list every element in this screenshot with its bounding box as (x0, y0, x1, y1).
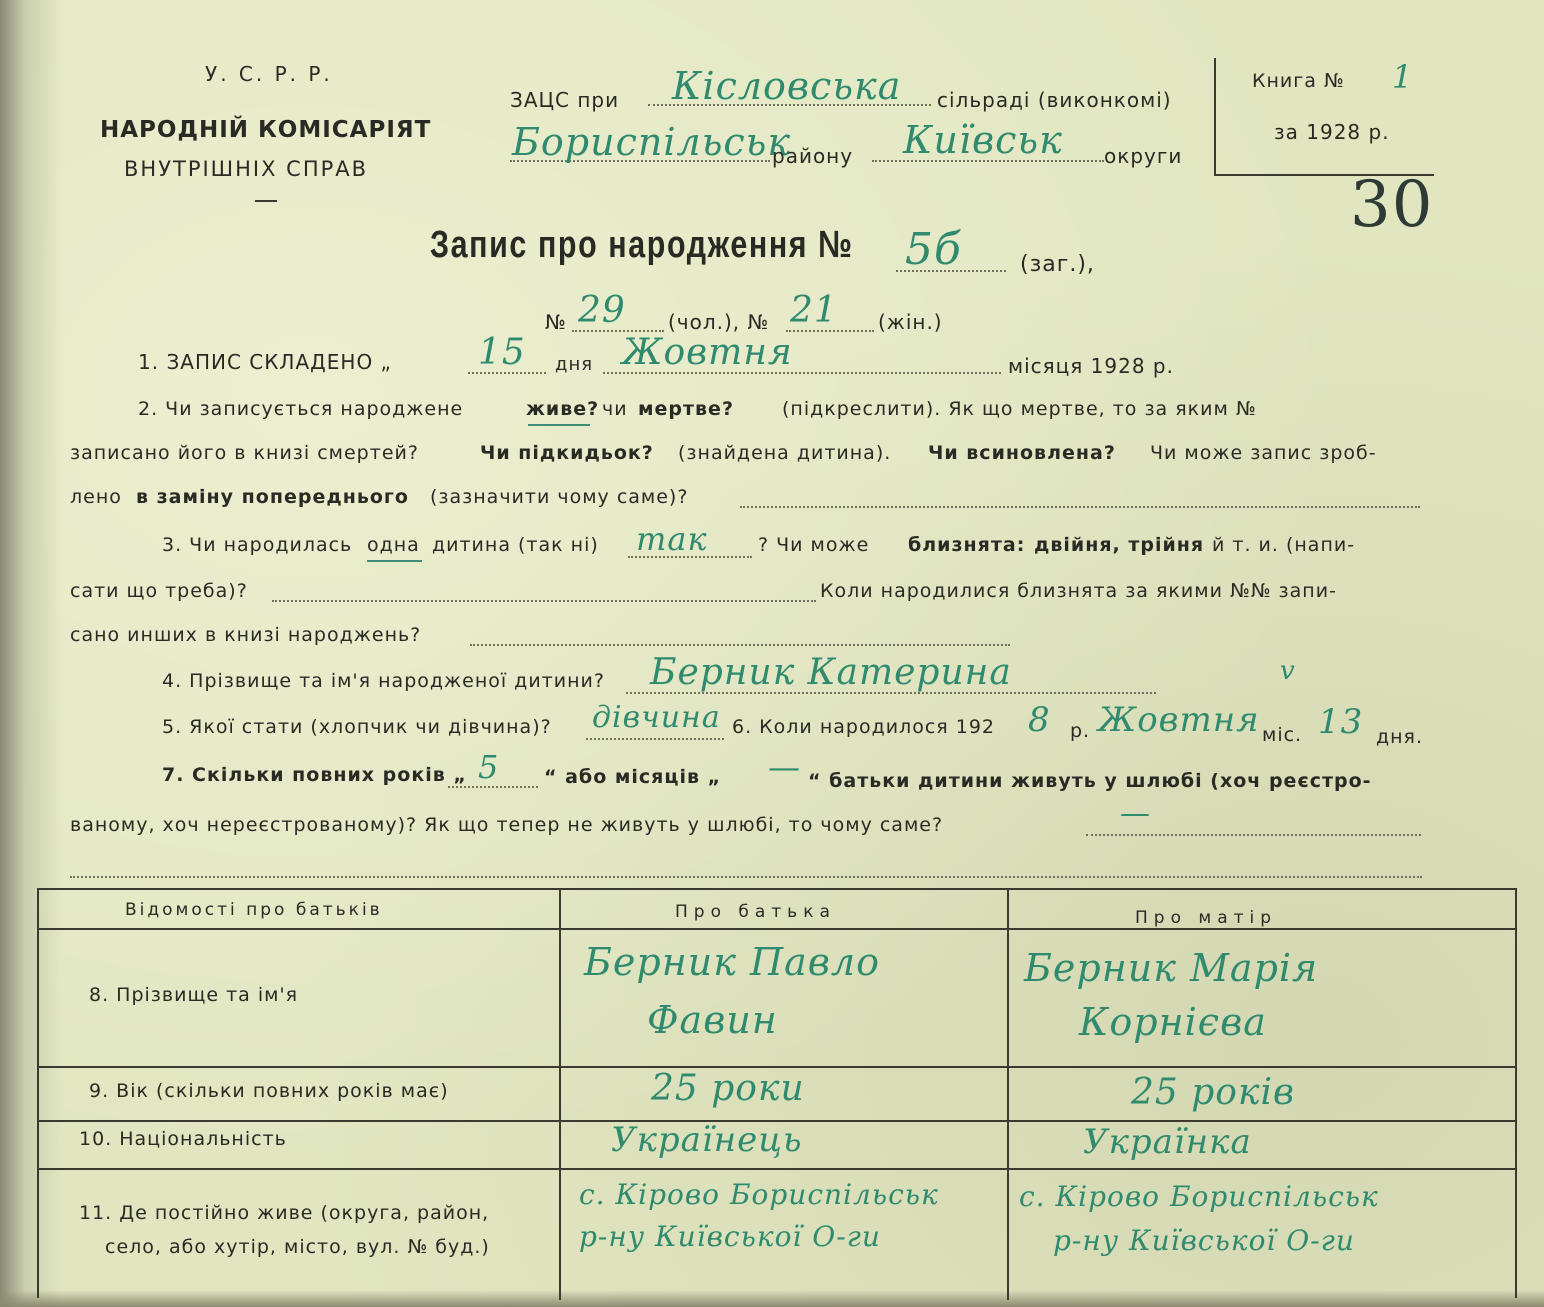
margin-number: 30 (1350, 168, 1434, 242)
mother-nationality: Українка (1083, 1122, 1252, 1162)
item7-line1-a: 7. Скільки повних років „ (162, 764, 467, 786)
table-row-divider-3 (39, 1168, 1517, 1170)
document-title: Запис про народження № (430, 224, 854, 266)
mother-name-line1: Берник Марія (1024, 946, 1319, 990)
country-heading: У. С. Р. Р. (205, 62, 333, 86)
item5-value: дівчина (592, 700, 721, 735)
okrug-suffix: округи (1104, 144, 1183, 168)
item7-line1-b: “ або місяців „ (544, 766, 722, 788)
item3-twins: близнята: (908, 534, 1026, 556)
item3-one: одна (367, 534, 420, 556)
title-number-value: 5б (905, 224, 962, 275)
item2-line3-c: (зазначити чому саме)? (430, 486, 689, 508)
item2-line3-blank (740, 506, 1420, 508)
parents-table (37, 888, 1517, 1298)
okrug-value: Київськ (903, 118, 1063, 162)
father-residence-line2: р-ну Київської О-ги (579, 1220, 881, 1253)
item1-label: 1. ЗАПИС СКЛАДЕНО „ (138, 350, 392, 374)
table-header-divider (39, 928, 1517, 930)
table-col-divider-2 (1007, 890, 1009, 1300)
row-age-label: 9. Вік (скільки повних років має) (89, 1080, 449, 1102)
item6-year-suffix: р. (1070, 720, 1091, 742)
table-col-divider-1 (559, 890, 561, 1300)
item7-line2-a: ваному, хоч нереєстрованому)? Як що тепер не живуть у шлюбі, то чому саме? (70, 814, 944, 836)
item1-month-value: Жовтня (622, 332, 793, 373)
item3-line1-c: дитина (так ні) (432, 534, 599, 556)
item2-replacement: в заміну попереднього (136, 486, 409, 508)
item6-day-value: 13 (1318, 702, 1364, 742)
row-residence-label-line1: 11. Де постійно живе (округа, район, (79, 1202, 490, 1224)
item2-adopted: Чи всиновлена? (928, 442, 1116, 464)
item7-line2-value: — (1120, 796, 1151, 831)
item7-line2-blank (1086, 834, 1421, 836)
item1-suffix: місяця 1928 р. (1008, 354, 1174, 378)
item3-line3-blank (470, 644, 1010, 646)
item3-answer-value: так (636, 520, 708, 558)
village-council-suffix: сільраді (виконкомі) (937, 88, 1172, 112)
female-count-value: 21 (790, 290, 838, 331)
item2-foundling: Чи підкидьок? (480, 442, 654, 464)
item7-months-value: — (768, 748, 801, 786)
father-residence-line1: с. Кірово Бориспільськ (579, 1178, 939, 1211)
item1-day-value: 15 (478, 332, 526, 373)
book-label: Книга № (1252, 70, 1345, 92)
village-council-value: Кісловська (672, 64, 902, 108)
col-header-parents: Відомості про батьків (125, 900, 383, 920)
header-dash (255, 200, 277, 202)
mother-residence-line2: р-ну Київської О-ги (1053, 1224, 1355, 1257)
father-name-line2: Фавин (647, 998, 778, 1042)
item3-line1-g: й т. и. (напи- (1212, 534, 1356, 556)
male-count-label: (чол.), № (668, 310, 770, 334)
item2-line2-a: записано його в книзі смертей? (70, 442, 419, 464)
item5-line (586, 738, 724, 740)
item2-alive: живе? (526, 398, 600, 420)
item3-line1-a: 3. Чи народилась (162, 534, 353, 556)
item7-years-line (448, 786, 538, 788)
department-heading: ВНУТРІШНІХ СПРАВ (124, 157, 369, 181)
mother-residence-line1: с. Кірово Бориспільськ (1019, 1180, 1379, 1213)
male-count-value: 29 (578, 290, 626, 331)
item2-line1-a: 2. Чи записується народжене (138, 398, 464, 420)
item6-year-value: 8 (1028, 700, 1051, 740)
zags-prefix: ЗАЦС при (510, 88, 620, 112)
title-suffix: (заг.), (1020, 252, 1095, 277)
item4-label: 4. Прізвище та ім'я народженої дитини? (162, 670, 605, 692)
item6-month-suffix: міс. (1262, 724, 1303, 746)
female-count-label: (жін.) (878, 310, 943, 334)
commissariat-heading: НАРОДНІЙ КОМІСАРІЯТ (100, 117, 432, 143)
item3-line3-a: сано инших в книзі народжень? (70, 624, 422, 646)
row-nationality-label: 10. Національність (79, 1128, 287, 1150)
item3-twins-kinds: двійня, трійня (1034, 534, 1205, 556)
item6-month-value: Жовтня (1098, 700, 1260, 740)
item2-line3-a: лено (70, 486, 122, 508)
item4-value: Берник Катерина (650, 652, 1012, 693)
item2-or: чи (602, 398, 628, 420)
item7-years-value: 5 (478, 748, 500, 786)
col-header-father: Про батька (675, 902, 836, 922)
mother-name-line2: Корнієва (1079, 1000, 1267, 1044)
book-year: за 1928 р. (1274, 120, 1390, 144)
item1-day-label: дня (555, 354, 594, 375)
item2-line2-c: (знайдена дитина). (678, 442, 892, 464)
male-count-prefix: № (545, 310, 567, 334)
item3-line2-blank (272, 600, 816, 602)
item4-checkmark: v (1280, 656, 1296, 686)
item2-dead: мертве? (638, 398, 734, 420)
district-suffix: району (772, 144, 854, 168)
item2-line1-e: (підкреслити). Як що мертве, то за яким № (782, 398, 1257, 420)
item3-line1-d: ? Чи може (758, 534, 870, 556)
item7-line1-c: “ батьки дитини живуть у шлюбі (хоч реєстро- (808, 770, 1372, 792)
row-name-label: 8. Прізвище та ім'я (89, 984, 299, 1006)
alive-underline (528, 424, 590, 426)
book-number: 1 (1392, 58, 1414, 96)
item2-line2-e: Чи може запис зроб- (1150, 442, 1377, 464)
item7-line3-blank (70, 876, 1422, 878)
one-underline (367, 560, 422, 562)
father-name-line1: Берник Павло (584, 940, 880, 984)
col-header-mother: Про матір (1135, 908, 1278, 928)
item5-label: 5. Якої стати (хлопчик чи дівчина)? (162, 716, 552, 738)
book-box (1214, 58, 1434, 176)
item6-label: 6. Коли народилося 192 (732, 716, 995, 738)
father-age: 25 роки (651, 1068, 805, 1109)
father-nationality: Українець (611, 1120, 803, 1160)
item6-day-suffix: дня. (1376, 726, 1424, 748)
mother-age: 25 років (1131, 1072, 1295, 1113)
row-residence-label-line2: село, або хутір, місто, вул. № буд.) (105, 1236, 490, 1258)
district-value: Бориспільськ (512, 120, 792, 164)
item3-line2-a: сати що треба)? (70, 580, 248, 602)
item3-line2-b: Коли народилися близнята за якими №№ запи- (820, 580, 1337, 602)
